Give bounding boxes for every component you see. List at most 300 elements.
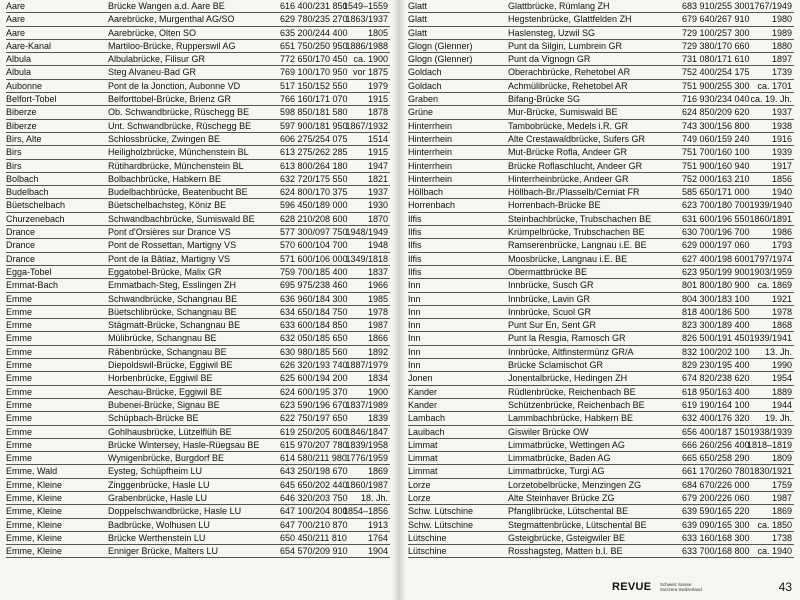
river-name: Emme, Kleine bbox=[6, 479, 63, 490]
table-row bbox=[6, 306, 390, 319]
bridge-name: Räbenbrücke, Schangnau BE bbox=[108, 346, 227, 357]
build-year: 1767/1949 bbox=[749, 1, 792, 11]
coordinates: 679 200/226 060 bbox=[682, 492, 750, 503]
build-year: 1764 bbox=[367, 532, 388, 543]
table-row bbox=[408, 372, 794, 385]
table-row bbox=[6, 27, 390, 40]
build-year: 1986 bbox=[771, 227, 792, 238]
coordinates: 598 850/181 580 bbox=[280, 107, 348, 118]
table-row bbox=[6, 93, 390, 106]
table-row bbox=[6, 146, 390, 159]
table-row bbox=[6, 239, 390, 252]
table-row bbox=[6, 253, 390, 266]
bridge-name: Limmatbrücke, Baden AG bbox=[508, 453, 611, 464]
river-name: Hinterrhein bbox=[408, 133, 453, 144]
bridge-name: Horrenbach-Brücke BE bbox=[508, 200, 601, 211]
table-row bbox=[408, 0, 794, 13]
river-name: Biberze bbox=[6, 107, 37, 118]
river-name: Ilfis bbox=[408, 213, 422, 224]
table-row bbox=[6, 386, 390, 399]
build-year: 1990 bbox=[771, 360, 792, 371]
coordinates: 716 930/234 040 bbox=[682, 94, 750, 105]
table-row bbox=[6, 346, 390, 359]
river-name: Jonen bbox=[408, 373, 433, 384]
table-row bbox=[408, 66, 794, 79]
coordinates: 597 900/181 950 bbox=[280, 120, 348, 131]
coordinates: 651 750/250 950 bbox=[280, 40, 348, 51]
bridge-name: Punt da Vignogn GR bbox=[508, 54, 591, 65]
bridge-name: Emmatbach-Steg, Esslingen ZH bbox=[108, 280, 237, 291]
build-year: 1917 bbox=[771, 160, 792, 171]
river-name: Ilfis bbox=[408, 227, 422, 238]
build-year: 1989 bbox=[771, 27, 792, 38]
coordinates: 661 170/260 780 bbox=[682, 466, 750, 477]
bridge-name: Alte Steinhaver Brücke ZG bbox=[508, 492, 615, 503]
build-year: 1980 bbox=[771, 14, 792, 25]
page-footer bbox=[612, 580, 792, 596]
magazine-brand: REVUE bbox=[612, 581, 652, 593]
build-year: 1966 bbox=[367, 280, 388, 291]
river-name: Hinterrhein bbox=[408, 147, 453, 158]
bridge-name: Aeschau-Brücke, Eggiwil BE bbox=[108, 386, 223, 397]
coordinates: 618 950/163 400 bbox=[682, 386, 750, 397]
build-year: 1837/1989 bbox=[345, 399, 388, 410]
bridge-name: Brücke Werthenstein LU bbox=[108, 532, 206, 543]
coordinates: 695 975/238 460 bbox=[280, 280, 348, 291]
bridge-name: Punt Sur En, Sent GR bbox=[508, 320, 597, 331]
build-year: 1793 bbox=[771, 240, 792, 251]
build-year: 1985 bbox=[367, 293, 388, 304]
river-name: Emme bbox=[6, 399, 33, 410]
bridge-name: Grabenbrücke, Hasle LU bbox=[108, 492, 208, 503]
coordinates: 625 600/194 200 bbox=[280, 373, 348, 384]
build-year: vor 1875 bbox=[352, 67, 388, 78]
table-row bbox=[408, 40, 794, 53]
table-row bbox=[408, 253, 794, 266]
table-row bbox=[6, 532, 390, 545]
bridge-name: Brücke Wintersey, Hasle-Rüegsau BE bbox=[108, 439, 260, 450]
river-name: Schw. Lütschine bbox=[408, 519, 474, 530]
coordinates: 623 590/196 670 bbox=[280, 399, 348, 410]
table-row bbox=[408, 386, 794, 399]
table-row bbox=[6, 426, 390, 439]
coordinates: 517 150/152 550 bbox=[280, 80, 348, 91]
build-year: 1978 bbox=[367, 306, 388, 317]
river-name: Lütschine bbox=[408, 546, 447, 557]
river-name: Drance bbox=[6, 253, 36, 264]
river-name: Birs bbox=[6, 147, 22, 158]
coordinates: 629 780/235 270 bbox=[280, 14, 348, 25]
coordinates: 654 570/209 910 bbox=[280, 546, 348, 557]
bridge-name: Belforttobel-Brücke, Brienz GR bbox=[108, 94, 232, 105]
build-year: 1868 bbox=[771, 320, 792, 331]
build-year: 1866 bbox=[367, 333, 388, 344]
river-name: Inn bbox=[408, 360, 421, 371]
table-row bbox=[408, 120, 794, 133]
bridge-name: Budelbachbrücke, Beatenbucht BE bbox=[108, 187, 248, 198]
coordinates: 656 400/187 150 bbox=[682, 426, 750, 437]
bridge-name: Wynigenbrücke, Burgdorf BE bbox=[108, 453, 224, 464]
bridge-name: Albulabrücke, Filisur GR bbox=[108, 54, 206, 65]
coordinates: 633 600/184 850 bbox=[280, 320, 348, 331]
river-name: Emme, Kleine bbox=[6, 519, 63, 530]
coordinates: 769 100/170 950 bbox=[280, 67, 348, 78]
bridge-name: Aarebrücke, Murgenthal AG/SO bbox=[108, 14, 235, 25]
right-column-bridge-list bbox=[408, 0, 794, 558]
coordinates: 616 400/231 850 bbox=[280, 1, 348, 11]
river-name: Emme bbox=[6, 360, 33, 371]
coordinates: 826 500/191 450 bbox=[682, 333, 750, 344]
table-row bbox=[408, 133, 794, 146]
river-name: Lorze bbox=[408, 492, 431, 503]
table-row bbox=[6, 545, 390, 558]
river-name: Glatt bbox=[408, 14, 428, 25]
bridge-name: Pfanglibrücke, Lütschental BE bbox=[508, 506, 629, 517]
magazine-tagline: Schweiz Suisse Svizzera Switzerland bbox=[660, 582, 702, 592]
bridge-name: Schüpbach-Brücke BE bbox=[108, 413, 199, 424]
build-year: 1878 bbox=[367, 107, 388, 118]
table-row bbox=[6, 293, 390, 306]
bridge-name: Diepoldswil-Brücke, Eggiwil BE bbox=[108, 360, 233, 371]
coordinates: 634 650/184 750 bbox=[280, 306, 348, 317]
bridge-name: Ramserenbrücke, Langnau i.E. BE bbox=[508, 240, 647, 251]
coordinates: 752 400/254 175 bbox=[682, 67, 750, 78]
build-year: 1915 bbox=[367, 147, 388, 158]
river-name: Graben bbox=[408, 94, 439, 105]
table-row bbox=[6, 519, 390, 532]
coordinates: 665 650/258 290 bbox=[682, 453, 750, 464]
bridge-name: Rosshagsteg, Matten b.I. BE bbox=[508, 546, 623, 557]
bridge-name: Innbrücke, Lavin GR bbox=[508, 293, 591, 304]
bridge-name: Mur-Brücke, Sumiswald BE bbox=[508, 107, 618, 118]
coordinates: 729 100/257 300 bbox=[682, 27, 750, 38]
build-year: 1349/1818 bbox=[345, 253, 388, 264]
table-row bbox=[6, 452, 390, 465]
build-year: 1939/1941 bbox=[749, 333, 792, 344]
bridge-name: Punt da Silgin, Lumbrein GR bbox=[508, 40, 623, 51]
river-name: Emme bbox=[6, 333, 33, 344]
build-year: 1797/1974 bbox=[749, 253, 792, 264]
river-name: Inn bbox=[408, 346, 421, 357]
bridge-name: Schwandbrücke, Schangnau BE bbox=[108, 293, 238, 304]
bridge-name: Glattbrücke, Rümlang ZH bbox=[508, 1, 610, 11]
table-row bbox=[408, 452, 794, 465]
coordinates: 743 300/156 800 bbox=[682, 120, 750, 131]
bridge-name: Gohlhausbrücke, Lützelflüh BE bbox=[108, 426, 232, 437]
river-name: Schw. Lütschine bbox=[408, 506, 474, 517]
bridge-name: Pont de Rossettan, Martigny VS bbox=[108, 240, 237, 251]
table-row bbox=[408, 332, 794, 345]
build-year: 1738 bbox=[771, 532, 792, 543]
river-name: Birs bbox=[6, 160, 22, 171]
river-name: Grüne bbox=[408, 107, 434, 118]
table-row bbox=[6, 479, 390, 492]
build-year: 1856 bbox=[771, 173, 792, 184]
river-name: Inn bbox=[408, 320, 421, 331]
bridge-name: Gsteigbrücke, Gsteigwiler BE bbox=[508, 532, 626, 543]
bridge-name: Achmülibrücke, Rehetobel AR bbox=[508, 80, 628, 91]
river-name: Lütschine bbox=[408, 532, 447, 543]
table-row bbox=[6, 199, 390, 212]
coordinates: 632 050/185 650 bbox=[280, 333, 348, 344]
build-year: 1948/1949 bbox=[345, 227, 388, 238]
coordinates: 818 400/186 500 bbox=[682, 306, 750, 317]
build-year: 1937 bbox=[771, 107, 792, 118]
table-row bbox=[408, 186, 794, 199]
build-year: ca. 1940 bbox=[757, 546, 792, 557]
river-name: Goldach bbox=[408, 67, 442, 78]
coordinates: 624 800/170 375 bbox=[280, 187, 348, 198]
river-name: Glogn (Glenner) bbox=[408, 54, 473, 65]
coordinates: 630 700/196 700 bbox=[682, 227, 750, 238]
river-name: Emme bbox=[6, 413, 33, 424]
coordinates: 624 850/209 620 bbox=[682, 107, 750, 118]
coordinates: 613 800/264 180 bbox=[280, 160, 348, 171]
river-name: Inn bbox=[408, 293, 421, 304]
coordinates: 619 250/205 600 bbox=[280, 426, 348, 437]
build-year: 18. Jh. bbox=[360, 492, 388, 503]
coordinates: 647 100/204 800 bbox=[280, 506, 348, 517]
bridge-name: Mut-Brücke Rofla, Andeer GR bbox=[508, 147, 628, 158]
build-year: 1809 bbox=[771, 453, 792, 464]
coordinates: 639 090/165 300 bbox=[682, 519, 750, 530]
build-year: 1880 bbox=[771, 40, 792, 51]
bridge-name: Obermattbrücke BE bbox=[508, 266, 588, 277]
build-year: 1776/1959 bbox=[345, 453, 388, 464]
coordinates: 614 580/211 980 bbox=[280, 453, 347, 464]
build-year: 1839/1958 bbox=[345, 439, 388, 450]
river-name: Emme bbox=[6, 373, 33, 384]
coordinates: 628 210/208 600 bbox=[280, 213, 348, 224]
table-row bbox=[6, 173, 390, 186]
table-row bbox=[408, 346, 794, 359]
bridge-name: Brücke Sclamischot GR bbox=[508, 360, 604, 371]
river-name: Kander bbox=[408, 386, 438, 397]
bridge-name: Hinterrheinbrücke, Andeer GR bbox=[508, 173, 629, 184]
coordinates: 624 600/195 370 bbox=[280, 386, 348, 397]
coordinates: 635 200/244 400 bbox=[280, 27, 348, 38]
coordinates: 752 000/163 210 bbox=[682, 173, 750, 184]
bridge-name: Unt. Schwandbrücke, Rüschegg BE bbox=[108, 120, 252, 131]
river-name: Drance bbox=[6, 240, 36, 251]
river-name: Albula bbox=[6, 67, 32, 78]
table-row bbox=[6, 266, 390, 279]
bridge-name: Punt la Resgia, Ramosch GR bbox=[508, 333, 626, 344]
river-name: Emmat-Bach bbox=[6, 280, 59, 291]
bridge-name: Pont de la Bâtiaz, Martigny VS bbox=[108, 253, 231, 264]
left-column-bridge-list bbox=[6, 0, 390, 558]
coordinates: 629 000/197 060 bbox=[682, 240, 750, 251]
river-name: Emme bbox=[6, 320, 33, 331]
coordinates: 632 720/175 550 bbox=[280, 173, 348, 184]
bridge-name: Innbrücke, Scuol GR bbox=[508, 306, 592, 317]
build-year: 1860/1891 bbox=[749, 213, 792, 224]
build-year: 1900 bbox=[367, 386, 388, 397]
table-row bbox=[6, 279, 390, 292]
bridge-name: Steinbachbrücke, Trubschachen BE bbox=[508, 213, 652, 224]
build-year: 1947 bbox=[367, 160, 388, 171]
bridge-name: Haslensteg, Uzwil SG bbox=[508, 27, 596, 38]
bridge-name: Bubenei-Brücke, Signau BE bbox=[108, 399, 220, 410]
table-row bbox=[6, 226, 390, 239]
river-name: Drance bbox=[6, 227, 36, 238]
build-year: 1846/1847 bbox=[345, 426, 388, 437]
river-name: Limmat bbox=[408, 453, 438, 464]
river-name: Lorze bbox=[408, 479, 431, 490]
table-row bbox=[6, 106, 390, 119]
build-year: 1805 bbox=[367, 27, 388, 38]
coordinates: 622 750/197 650 bbox=[280, 413, 348, 424]
bridge-name: Krümpelbrücke, Trubschachen BE bbox=[508, 227, 645, 238]
page-gutter bbox=[392, 0, 406, 600]
coordinates: 804 300/183 100 bbox=[682, 293, 750, 304]
river-name: Churzenebach bbox=[6, 213, 65, 224]
coordinates: 596 450/189 000 bbox=[280, 200, 348, 211]
coordinates: 772 650/170 450 bbox=[280, 54, 348, 65]
build-year: 1938/1939 bbox=[749, 426, 792, 437]
coordinates: 613 275/262 285 bbox=[280, 147, 348, 158]
table-row bbox=[408, 505, 794, 518]
table-row bbox=[408, 492, 794, 505]
river-name: Ilfis bbox=[408, 240, 422, 251]
bridge-name: Lammbachbrücke, Habkern BE bbox=[508, 413, 634, 424]
table-row bbox=[408, 545, 794, 558]
table-row bbox=[408, 213, 794, 226]
table-row bbox=[6, 213, 390, 226]
river-name: Emme bbox=[6, 453, 33, 464]
coordinates: 766 160/171 070 bbox=[280, 94, 348, 105]
build-year: 1903/1959 bbox=[749, 266, 792, 277]
river-name: Emme bbox=[6, 306, 33, 317]
bridge-name: Aarebrücke, Olten SO bbox=[108, 27, 197, 38]
build-year: 1937 bbox=[367, 187, 388, 198]
table-row bbox=[408, 266, 794, 279]
build-year: 1759 bbox=[771, 479, 792, 490]
build-year: 19. Jh. bbox=[764, 413, 792, 424]
build-year: 1892 bbox=[367, 346, 388, 357]
build-year: 1839 bbox=[367, 413, 388, 424]
table-row bbox=[408, 13, 794, 26]
coordinates: 751 900/160 940 bbox=[682, 160, 750, 171]
river-name: Albula bbox=[6, 54, 32, 65]
river-name: Birs, Alte bbox=[6, 133, 42, 144]
bridge-name: Oberachbrücke, Rehetobel AR bbox=[508, 67, 631, 78]
bridge-name: Steg Alvaneu-Bad GR bbox=[108, 67, 197, 78]
river-name: Inn bbox=[408, 333, 421, 344]
bridge-name: Horbenbrücke, Eggiwil BE bbox=[108, 373, 213, 384]
river-name: Glatt bbox=[408, 1, 428, 11]
table-row bbox=[6, 399, 390, 412]
table-row bbox=[408, 53, 794, 66]
coordinates: 636 960/184 300 bbox=[280, 293, 348, 304]
coordinates: 577 300/097 750 bbox=[280, 227, 348, 238]
coordinates: 646 320/203 750 bbox=[280, 492, 348, 503]
river-name: Hinterrhein bbox=[408, 173, 453, 184]
table-row bbox=[408, 532, 794, 545]
build-year: 13. Jh. bbox=[764, 346, 792, 357]
bridge-name: Pont d'Orsières sur Drance VS bbox=[108, 227, 231, 238]
build-year: ca. 1850 bbox=[757, 519, 792, 530]
table-row bbox=[6, 359, 390, 372]
table-row bbox=[6, 13, 390, 26]
bridge-name: Hegstenbrücke, Glattfelden ZH bbox=[508, 14, 632, 25]
coordinates: 626 320/193 740 bbox=[280, 360, 348, 371]
river-name: Inn bbox=[408, 306, 421, 317]
table-row bbox=[408, 519, 794, 532]
river-name: Höllbach bbox=[408, 187, 444, 198]
table-row bbox=[408, 412, 794, 425]
coordinates: 801 800/180 900 bbox=[682, 280, 750, 291]
coordinates: 630 980/185 560 bbox=[280, 346, 348, 357]
river-name: Glatt bbox=[408, 27, 428, 38]
bridge-name: Ob. Schwandbrücke, Rüschegg BE bbox=[108, 107, 250, 118]
river-name: Aare bbox=[6, 14, 26, 25]
bridge-name: Zinggenbrücke, Hasle LU bbox=[108, 479, 210, 490]
bridge-name: Rütihardbrücke, Münchenstein BL bbox=[108, 160, 244, 171]
coordinates: 645 650/202 440 bbox=[280, 479, 348, 490]
build-year: 1869 bbox=[367, 466, 388, 477]
bridge-name: Bifang-Brücke SG bbox=[508, 94, 581, 105]
build-year: ca. 1869 bbox=[757, 280, 792, 291]
table-row bbox=[6, 505, 390, 518]
table-row bbox=[6, 80, 390, 93]
coordinates: 633 700/168 800 bbox=[682, 546, 750, 557]
build-year: 1514 bbox=[367, 133, 388, 144]
bridge-name: Lorzetobelbrücke, Menzingen ZG bbox=[508, 479, 642, 490]
coordinates: 570 600/104 700 bbox=[280, 240, 348, 251]
river-name: Horrenbach bbox=[408, 200, 456, 211]
river-name: Limmat bbox=[408, 439, 438, 450]
coordinates: 627 400/198 600 bbox=[682, 253, 750, 264]
bridge-name: Stegmattenbrücke, Lütschental BE bbox=[508, 519, 647, 530]
table-row bbox=[408, 93, 794, 106]
coordinates: 729 380/170 660 bbox=[682, 40, 750, 51]
river-name: Aare-Kanal bbox=[6, 40, 52, 51]
table-row bbox=[6, 372, 390, 385]
river-name: Emme bbox=[6, 386, 33, 397]
build-year: 1889 bbox=[771, 386, 792, 397]
build-year: 1987 bbox=[367, 320, 388, 331]
river-name: Aare bbox=[6, 1, 26, 11]
table-row bbox=[6, 133, 390, 146]
table-row bbox=[408, 319, 794, 332]
bridge-name: Badbrücke, Wolhusen LU bbox=[108, 519, 210, 530]
build-year: 1948 bbox=[367, 240, 388, 251]
bridge-name: Heiligholzbrücke, Münchenstein BL bbox=[108, 147, 249, 158]
build-year: 1954 bbox=[771, 373, 792, 384]
coordinates: 643 250/198 670 bbox=[280, 466, 348, 477]
coordinates: 647 700/210 870 bbox=[280, 519, 348, 530]
build-year: 1939 bbox=[771, 147, 792, 158]
coordinates: 749 060/159 240 bbox=[682, 133, 750, 144]
river-name: Ilfis bbox=[408, 266, 422, 277]
river-name: Limmat bbox=[408, 466, 438, 477]
table-row bbox=[6, 53, 390, 66]
build-year: ca. 1701 bbox=[757, 80, 792, 91]
river-name: Aare bbox=[6, 27, 26, 38]
coordinates: 585 650/171 000 bbox=[682, 187, 750, 198]
river-name: Egga-Tobel bbox=[6, 266, 52, 277]
table-row bbox=[408, 239, 794, 252]
coordinates: 619 190/164 100 bbox=[682, 399, 750, 410]
bridge-name: Eggatobel-Brücke, Malix GR bbox=[108, 266, 222, 277]
table-row bbox=[6, 332, 390, 345]
river-name: Ilfis bbox=[408, 253, 422, 264]
coordinates: 650 450/211 810 bbox=[280, 532, 347, 543]
table-row bbox=[6, 160, 390, 173]
coordinates: 666 260/256 400 bbox=[682, 439, 750, 450]
build-year: 1897 bbox=[771, 54, 792, 65]
